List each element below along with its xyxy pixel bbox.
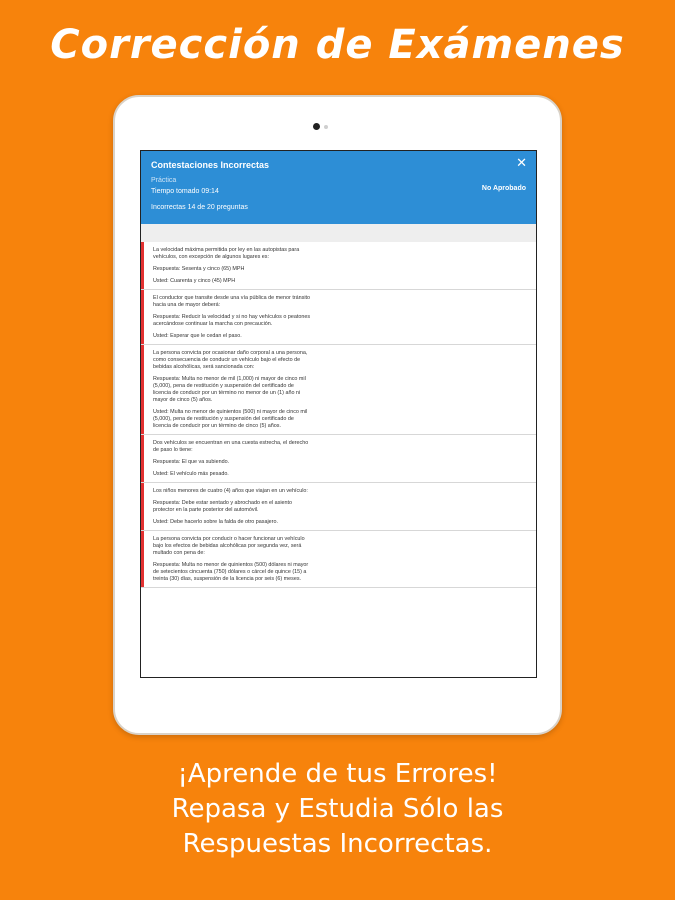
- header-subtitle: Práctica: [151, 177, 177, 184]
- incorrect-count: Incorrectas 14 de 20 preguntas: [151, 204, 248, 211]
- correct-answer: Respuesta: El que va subiendo.: [153, 459, 230, 465]
- sensor-icon: [324, 125, 328, 129]
- incorrect-answers-list: [141, 242, 536, 588]
- question-text: Los niños menores de cuatro (4) años que viajan en un vehículo:: [153, 488, 308, 494]
- correct-answer: Respuesta: Debe estar sentado y abrochado en el asiento protector en la parte posterior del automóvil.: [153, 500, 293, 513]
- question-text: La persona convicta por conducir o hacer funcionar un vehículo bajo los efectos de bebidas alcohólicas por segunda vez, será multado con pena de:: [153, 536, 305, 556]
- promo-title: Corrección de Exámenes: [50, 22, 625, 68]
- app-screen: [140, 150, 537, 678]
- list-item[interactable]: [141, 435, 536, 483]
- promo-tagline: [0, 757, 675, 862]
- user-answer: Usted: Cuarenta y cinco (45) MPH: [153, 278, 236, 284]
- question-text: La velocidad máxima permitida por ley en las autopistas para vehículos, con excepción de algunos lugares es:: [153, 247, 300, 260]
- header-title: Contestaciones Incorrectas: [151, 160, 270, 170]
- camera-icon: [313, 123, 320, 130]
- header-separator: [141, 224, 536, 242]
- status-badge: No Aprobado: [481, 185, 526, 192]
- list-item[interactable]: [141, 242, 536, 290]
- correct-answer: Respuesta: Reducir la velocidad y si no hay vehículos o peatones acercándose continuar la marcha con precaución.: [153, 314, 311, 327]
- correct-answer: Respuesta: Sesenta y cinco (65) MPH: [153, 266, 245, 272]
- user-answer: Usted: El vehículo más pesado.: [153, 471, 229, 477]
- question-text: Dos vehículos se encuentran en una cuesta estrecha, el derecho de paso lo tiene:: [153, 440, 309, 453]
- question-text: La persona convicta por ocasionar daño corporal a una persona, como consecuencia de conducir un vehículo bajo el efecto de bebidas alcohólicas, será sancionada con:: [153, 350, 308, 370]
- time-taken: Tiempo tomado 09:14: [151, 188, 219, 195]
- list-item[interactable]: [141, 290, 536, 345]
- promo-line: Respuestas Incorrectas.: [182, 829, 493, 859]
- user-answer: Usted: Debe hacerlo sobre la falda de otro pasajero.: [153, 519, 278, 525]
- promo-line: Repasa y Estudia Sólo las: [171, 794, 504, 824]
- close-icon[interactable]: ✕: [516, 156, 527, 171]
- user-answer: Usted: Esperar que le cedan el paso.: [153, 333, 242, 339]
- list-item[interactable]: [141, 345, 536, 435]
- question-text: El conductor que transite desde una vía pública de menor tránsito hacia una de mayor deberá:: [153, 295, 311, 308]
- correct-answer: Respuesta: Multa no menor de quinientos (500) dólares ni mayor de setecientos cincuenta (750) dólares o cárcel de quince (15) a treinta (30) días, suspensión de la licencia por seis (6) meses.: [153, 562, 309, 582]
- list-item[interactable]: [141, 531, 536, 588]
- list-item[interactable]: [141, 483, 536, 531]
- user-answer: Usted: Multa no menor de quinientos (500) ni mayor de cinco mil (5,000), pena de restitución y suspensión del certificado de licencia de conducir por un término de cinco (5) años.: [153, 409, 308, 429]
- results-header: [141, 151, 536, 224]
- promo-line: ¡Aprende de tus Errores!: [177, 759, 498, 789]
- correct-answer: Respuesta: Multa no menor de mil (1,000) ni mayor de cinco mil (5,000), pena de restitución y suspensión del certificado de licencia de conducir por un término no menor de un (1) año ni mayor de cinco (5) años.: [153, 376, 306, 403]
